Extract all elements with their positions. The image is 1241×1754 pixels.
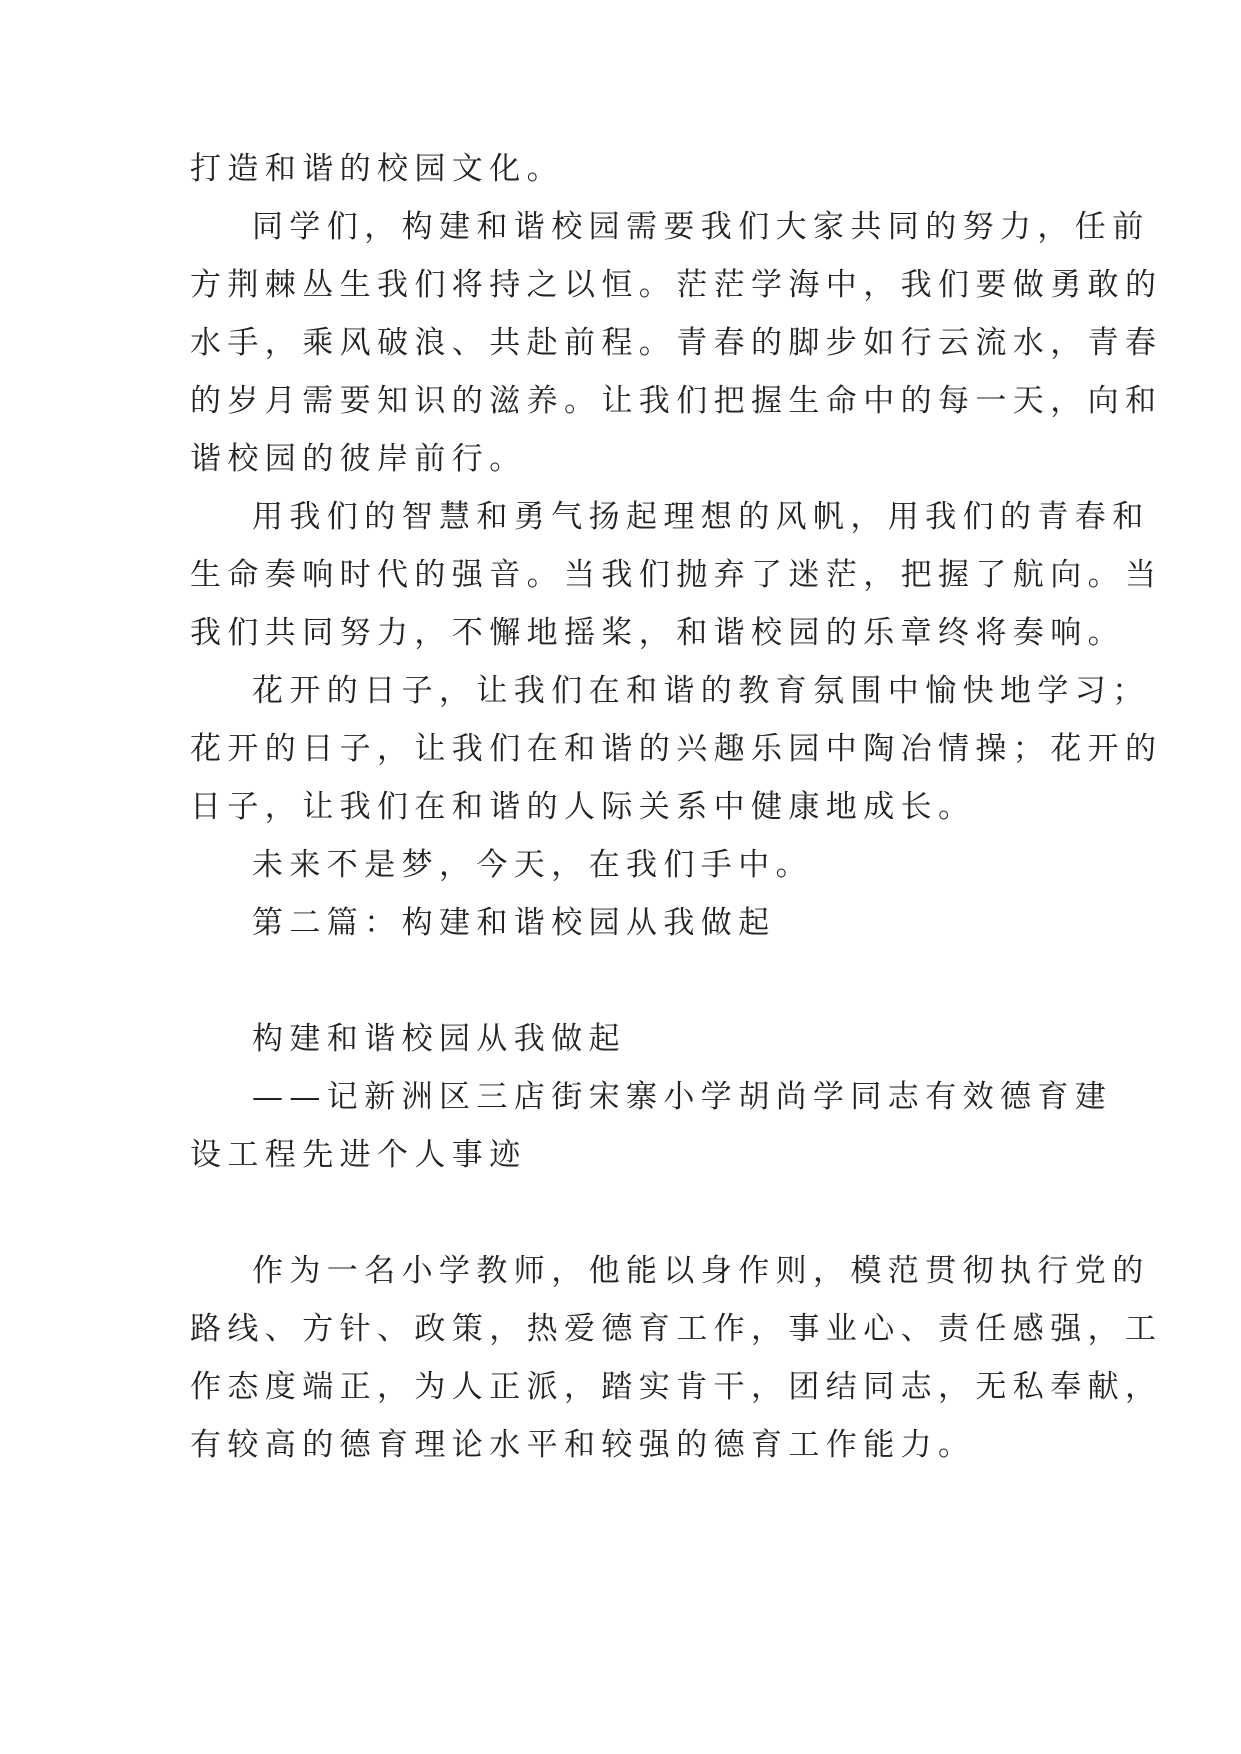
text-line: 有较高的德育理论水平和较强的德育工作能力。 — [190, 1427, 976, 1463]
paragraph-start: 作为一名小学教师，他能以身作则，模范贯彻执行党的 — [252, 1253, 1150, 1289]
blank-line — [190, 1184, 1052, 1242]
text-line: 路线、方针、政策，热爱德育工作，事业心、责任感强，工 — [190, 1311, 1163, 1347]
text-line: 谐校园的彼岸前行。 — [190, 441, 527, 477]
blank-line — [190, 952, 1052, 1010]
article-subtitle: ——记新洲区三店街宋寨小学胡尚学同志有效德育建 — [252, 1079, 1113, 1115]
text-line: 方荆棘丛生我们将持之以恒。茫茫学海中，我们要做勇敢的 — [190, 267, 1163, 303]
text-line: 作态度端正，为人正派，踏实肯干，团结同志，无私奉献， — [190, 1369, 1163, 1405]
text-line: 生命奏响时代的强音。当我们抛弃了迷茫，把握了航向。当 — [190, 557, 1163, 593]
paragraph-start: 用我们的智慧和勇气扬起理想的风帆，用我们的青春和 — [252, 499, 1150, 535]
text-line: 水手，乘风破浪、共赴前程。青春的脚步如行云流水，青春 — [190, 325, 1163, 361]
article-title: 构建和谐校园从我做起 — [252, 1021, 626, 1057]
paragraph-start: 花开的日子，让我们在和谐的教育氛围中愉快地学习； — [252, 673, 1150, 709]
paragraph-start: 同学们，构建和谐校园需要我们大家共同的努力，任前 — [252, 209, 1150, 245]
text-line: 打造和谐的校园文化。 — [190, 151, 564, 187]
text-line: 我们共同努力，不懈地摇桨，和谐校园的乐章终将奏响。 — [190, 615, 1125, 651]
text-line: 日子，让我们在和谐的人际关系中健康地成长。 — [190, 789, 976, 825]
section-heading: 第二篇：构建和谐校园从我做起 — [252, 905, 776, 941]
paragraph-start: 未来不是梦，今天，在我们手中。 — [252, 847, 813, 883]
document-page — [190, 140, 1163, 1474]
text-line: 的岁月需要知识的滋养。让我们把握生命中的每一天，向和 — [190, 383, 1163, 419]
article-subtitle-continued: 设工程先进个人事迹 — [190, 1137, 527, 1173]
text-line: 花开的日子，让我们在和谐的兴趣乐园中陶冶情操；花开的 — [190, 731, 1163, 767]
